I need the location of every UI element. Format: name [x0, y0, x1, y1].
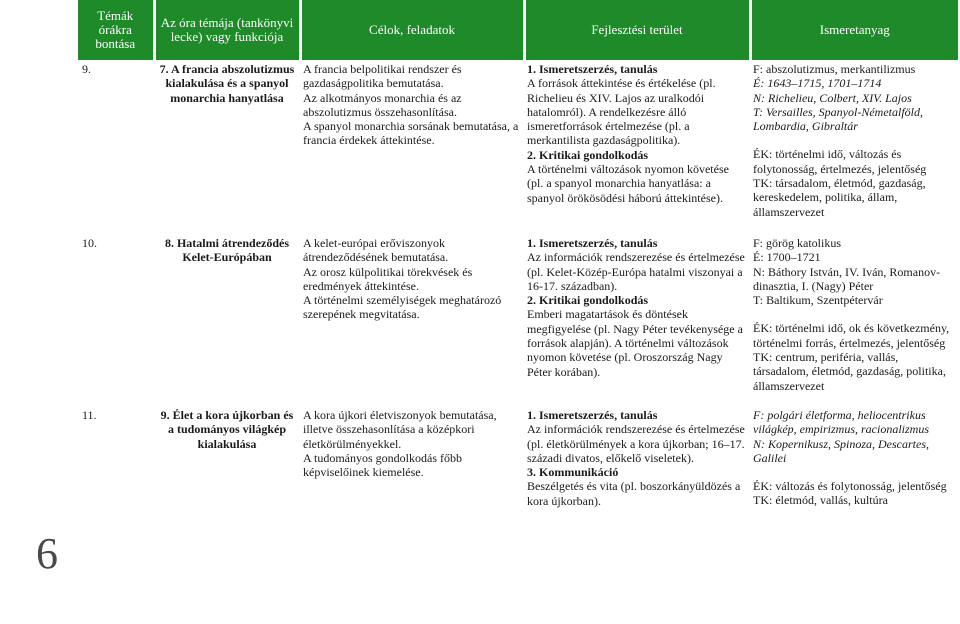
- goal-item: Az alkotmányos monarchia és az abszolutizmus összehasonlítása.: [303, 90, 462, 119]
- knowledge-ek: ÉK: változás és folytonosság, jelentőség: [753, 479, 947, 494]
- table-row: [78, 406, 958, 618]
- knowledge-tk: TK: centrum, periféria, vallás, társadalom, életmód, gazdaság, politika, államszervezet: [753, 350, 946, 393]
- row-hour: 11.: [82, 408, 97, 422]
- dev-text: A történelmi változások nyomon követése (pl. a spanyol monarchia hanyatlása: a spanyol örökösödési háború áttekintése).: [527, 162, 729, 205]
- dev-heading: 2. Kritikai gondolkodás: [527, 293, 649, 308]
- dev-heading: 1. Ismeretszerzés, tanulás: [527, 236, 658, 250]
- dev-text: Emberi magatartások és döntések megfigyelése (pl. Nagy Péter tevékenysége a források alapján). A történelmi változások nyomon követése (pl. Oroszország Nagy Péter korában).: [527, 307, 743, 379]
- table-row: [78, 234, 958, 406]
- table-header-row: [78, 0, 958, 60]
- goal-item: Az orosz külpolitikai törekvések és eredmények áttekintése.: [303, 264, 473, 293]
- row-knowledge: [750, 60, 958, 234]
- header-goals: Célok, feladatok: [300, 0, 524, 60]
- knowledge-n: N: Richelieu, Colbert, XIV. Lajos: [753, 90, 912, 105]
- knowledge-t: T: Baltikum, Szentpétervár: [753, 293, 883, 308]
- table-row: [78, 60, 958, 234]
- row-development: [524, 60, 750, 234]
- dev-heading: 1. Ismeretszerzés, tanulás: [527, 408, 658, 422]
- dev-heading: 1. Ismeretszerzés, tanulás: [527, 62, 658, 76]
- knowledge-f: F: abszolutizmus, merkantilizmus: [753, 62, 916, 76]
- header-development: Fejlesztési terület: [524, 0, 750, 60]
- row-hour: 10.: [82, 236, 97, 250]
- row-goals: [300, 406, 524, 618]
- knowledge-e: É: 1643–1715, 1701–1714: [753, 76, 882, 91]
- header-topic: Az óra témája (tankönyvi lecke) vagy funkciója: [154, 0, 300, 60]
- goal-item: A történelmi személyiségek meghatározó szerepének megvitatása.: [303, 293, 502, 322]
- row-hour: 9.: [82, 62, 91, 76]
- knowledge-ek: ÉK: történelmi idő, ok és következmény, történelmi forrás, értelmezés, jelentőség: [753, 321, 950, 350]
- knowledge-f: F: polgári életforma, heliocentrikus világkép, empirizmus, racionalizmus: [753, 408, 929, 437]
- dev-text: Az információk rendszerezése és értelmezése (pl. életkörülmények a kora újkorban; 16–17. századi divatos, előkelő viseletek).: [527, 422, 745, 465]
- knowledge-e: É: 1700–1721: [753, 250, 821, 265]
- row-goals: [300, 60, 524, 234]
- row-topic: 9. Élet a kora újkorban és a tudományos világkép kialakulása: [160, 408, 294, 451]
- row-development: [524, 234, 750, 406]
- knowledge-f: F: görög katolikus: [753, 236, 842, 250]
- header-knowledge: Ismeretanyag: [750, 0, 958, 60]
- dev-text: Az információk rendszerezése és értelmezése (pl. Kelet-Közép-Európa hatalmi viszonyai a 16-17. században).: [527, 250, 745, 293]
- knowledge-tk: TK: társadalom, életmód, gazdaság, kereskedelem, politika, állam, államszervezet: [753, 176, 926, 219]
- row-knowledge: [750, 406, 958, 618]
- dev-heading: 3. Kommunikáció: [527, 465, 619, 480]
- knowledge-tk: TK: életmód, vallás, kultúra: [753, 493, 888, 508]
- dev-text: Beszélgetés és vita (pl. boszorkányüldözés a kora újkorban).: [527, 479, 741, 508]
- knowledge-n: N: Kopernikusz, Spinoza, Descartes, Galilei: [753, 436, 929, 465]
- goal-item: A francia belpolitikai rendszer és gazdaságpolitika bemutatása.: [303, 62, 462, 91]
- dev-heading: 2. Kritikai gondolkodás: [527, 147, 649, 162]
- row-knowledge: [750, 234, 958, 406]
- knowledge-ek: ÉK: történelmi idő, változás és folytonosság, értelmezés, jelentőség: [753, 147, 927, 176]
- goal-item: A kelet-európai erőviszonyok átrendeződésének bemutatása.: [303, 236, 449, 265]
- goal-item: A spanyol monarchia sorsának bemutatása, a francia érdekek áttekintése.: [303, 119, 519, 148]
- goal-item: A kora újkori életviszonyok bemutatása, illetve összehasonlítása a középkori életkörülményekkel.: [303, 408, 497, 451]
- row-topic: 8. Hatalmi átrendeződés Kelet-Európában: [164, 236, 290, 265]
- row-goals: [300, 234, 524, 406]
- goal-item: A tudományos gondolkodás főbb képviselőinek kiemelése.: [303, 450, 462, 480]
- row-development: [524, 406, 750, 618]
- curriculum-table: [78, 0, 958, 618]
- dev-text: A források áttekintése és értékelése (pl. Richelieu és XIV. Lajos az uralkodói hatalomról). A rendelkezésre álló ismeretforrások értelmezése (pl. a merkantilista gazdaságpolitika).: [527, 76, 716, 148]
- knowledge-t: T: Versailles, Spanyol-Németalföld, Lombardia, Gibraltár: [753, 104, 923, 134]
- row-topic: 7. A francia abszolutizmus kialakulása és a spanyol monarchia hanyatlása: [159, 62, 295, 105]
- knowledge-n: N: Báthory István, IV. Iván, Romanov-dinasztia, I. (Nagy) Péter: [753, 264, 941, 293]
- header-hours: Témák órákra bontása: [78, 0, 154, 60]
- page-number: 6: [36, 529, 58, 578]
